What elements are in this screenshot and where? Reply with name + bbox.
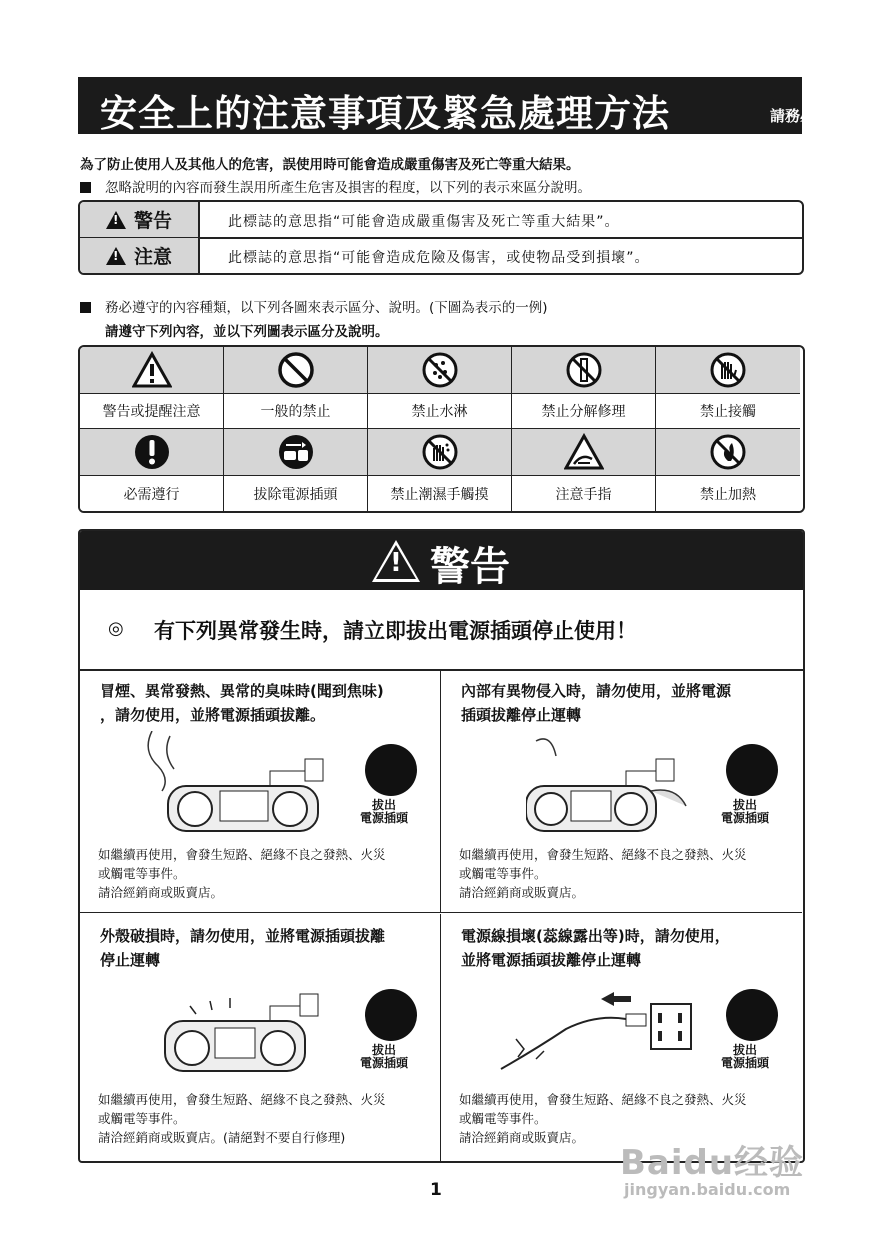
warning-header: [80, 531, 803, 590]
symbol-cell: [80, 347, 224, 394]
symbol-label: 禁止水淋: [368, 394, 512, 429]
unplug-label-line: 電源插頭: [721, 811, 770, 825]
intro-line-2: [80, 176, 591, 196]
definition-row-warning: [80, 202, 802, 239]
case-heading-line: ，請勿使用，並將電源插頭拔離。: [100, 706, 326, 724]
unplug-icon: [726, 989, 778, 1041]
unplug-label: [360, 799, 408, 825]
no-heat-icon: [709, 433, 747, 471]
definition-label-warning: [80, 202, 200, 237]
intro-line-1: 為了防止使用人及其他人的危害，誤使用時可能會造成嚴重傷害及死亡等重大結果。: [80, 157, 580, 173]
warning-case-broken-case: [80, 914, 441, 1161]
intro-line-2-text: 忽略說明的內容而發生誤用所產生危害及損害的程度，以下列的表示來區分說明。: [105, 180, 591, 196]
case-heading: [100, 679, 384, 727]
boombox-foreign-object-illustration: [526, 731, 701, 836]
definition-label-text: 注意: [133, 246, 172, 268]
unplug-icon: [726, 744, 778, 796]
symbol-label: 警告或提醒注意: [80, 394, 224, 429]
boombox-smoke-illustration: [140, 731, 355, 836]
case-body-line: 如繼續再使用，會發生短路、絕緣不良之發熱、火災: [98, 1092, 386, 1107]
unplug-label-line: 電源插頭: [360, 1056, 409, 1070]
case-body-line: 或觸電等事件。: [98, 1111, 186, 1126]
symbol-cell: [656, 347, 800, 394]
bullet-square: [80, 302, 91, 313]
definition-text: 此標誌的意思指“可能會造成嚴重傷害及死亡等重大結果”。: [228, 214, 620, 230]
warning-case-foreign-object: [441, 669, 802, 913]
case-heading: [461, 679, 731, 727]
warning-case-damaged-cord: [441, 914, 802, 1161]
bullet-square: [80, 182, 91, 193]
symbol-cell: [512, 347, 656, 394]
no-water-icon: [421, 351, 459, 389]
case-body-line: 如繼續再使用，會發生短路、絕緣不良之發熱、火災: [459, 847, 747, 862]
mandatory-icon: [133, 433, 171, 471]
symbol-label: 注意手指: [512, 476, 656, 511]
case-heading: [100, 924, 385, 972]
case-heading: [461, 924, 730, 972]
finger-caution-icon: [564, 433, 604, 471]
symbol-label: 拔除電源插頭: [224, 476, 368, 511]
warning-triangle-icon: [132, 351, 172, 389]
unplug-icon: [365, 989, 417, 1041]
unplug-label-line: 電源插頭: [360, 811, 409, 825]
symbol-cell: [224, 429, 368, 476]
case-body-line: 請洽經銷商或販賣店。: [459, 885, 585, 900]
symbol-cell: [224, 347, 368, 394]
unplug-label-line: 拔出: [372, 1043, 397, 1057]
page-number: 1: [430, 1180, 442, 1200]
unplug-label-line: 拔出: [372, 798, 397, 812]
symbol-label: 一般的禁止: [224, 394, 368, 429]
prohibited-icon: [277, 351, 315, 389]
case-body-line: 或觸電等事件。: [459, 1111, 547, 1126]
case-heading-line: 電源線損壞(蕊線露出等)時，請勿使用，: [461, 927, 730, 945]
case-body-line: 或觸電等事件。: [459, 866, 547, 881]
no-disassembly-icon: [565, 351, 603, 389]
unplug-label-line: 拔出: [733, 798, 758, 812]
case-body-line: 請洽經銷商或販賣店。: [459, 1130, 585, 1145]
symbol-cell: [656, 429, 800, 476]
symbols-intro-line-1: [80, 296, 548, 316]
warning-case-smoke: [80, 669, 441, 913]
warning-title: 警告: [430, 544, 510, 590]
warning-triangle-icon: [106, 247, 126, 265]
unplug-label-line: 拔出: [733, 1043, 758, 1057]
watermark-url: jingyan.baidu.com: [624, 1180, 791, 1199]
definitions-table: [78, 200, 804, 275]
symbols-intro-line-2: 請遵守下列內容，並以下列圖表示區分及說明。: [105, 324, 389, 340]
symbols-intro-text: 務必遵守的內容種類，以下列各圖來表示區分、說明。(下圖為表示的一例): [105, 300, 548, 316]
symbol-cell: [368, 347, 512, 394]
watermark-logo: Baidu经验: [620, 1143, 805, 1183]
unplug-label-line: 電源插頭: [721, 1056, 770, 1070]
case-body-line: 如繼續再使用，會發生短路、絕緣不良之發熱、火災: [98, 847, 386, 862]
unplug-label: [721, 799, 769, 825]
page-title: 安全上的注意事項及緊急處理方法: [100, 92, 670, 135]
case-body-line: 如繼續再使用，會發生短路、絕緣不良之發熱、火災: [459, 1092, 747, 1107]
case-heading-line: 停止運轉: [100, 951, 161, 969]
title-bar: [78, 77, 846, 135]
unplug-label: [721, 1044, 769, 1070]
symbols-table: [78, 345, 805, 513]
definition-row-caution: [80, 238, 802, 273]
warning-banner-text: 有下列異常發生時，請立即拔出電源插頭停止使用！: [154, 619, 637, 643]
symbol-label: 禁止分解修理: [512, 394, 656, 429]
definition-label-text: 警告: [133, 210, 172, 232]
warning-banner: [80, 590, 803, 671]
symbol-label: 禁止接觸: [656, 394, 800, 429]
symbol-cell: [368, 429, 512, 476]
case-heading-line: 插頭拔離停止運轉: [461, 706, 582, 724]
case-heading-line: 冒煙、異常發熱、異常的臭味時(聞到焦味): [100, 682, 384, 700]
definition-text: 此標誌的意思指“可能會造成危險及傷害，或使物品受到損壞”。: [228, 250, 650, 266]
symbol-cell: [80, 429, 224, 476]
case-heading-line: 內部有異物侵入時，請勿使用，並將電源: [461, 682, 732, 700]
case-body-line: 請洽經銷商或販賣店。: [98, 885, 224, 900]
symbol-label: 禁止加熱: [656, 476, 800, 511]
double-circle-icon: ◎: [108, 618, 124, 639]
unplug-icon: [277, 433, 315, 471]
case-heading-line: 並將電源插頭拔離停止運轉: [461, 951, 642, 969]
no-wet-hands-icon: [421, 433, 459, 471]
unplug-icon: [365, 744, 417, 796]
no-touch-icon: [709, 351, 747, 389]
page-subtitle: 請務必遵守: [770, 107, 846, 125]
symbol-label: 必需遵行: [80, 476, 224, 511]
definition-label-caution: [80, 238, 200, 273]
damaged-cord-illustration: [496, 989, 696, 1079]
symbol-label: 禁止潮濕手觸摸: [368, 476, 512, 511]
unplug-label: [360, 1044, 408, 1070]
case-body-line: 或觸電等事件。: [98, 866, 186, 881]
symbol-cell: [512, 429, 656, 476]
warning-exclamation: !: [390, 548, 402, 578]
warning-triangle-icon: [106, 211, 126, 229]
case-body-line: 請洽經銷商或販賣店。(請絕對不要自行修理): [98, 1130, 346, 1145]
boombox-broken-illustration: [160, 976, 340, 1081]
case-heading-line: 外殼破損時，請勿使用，並將電源插頭拔離: [100, 927, 386, 945]
warning-section: [78, 529, 805, 1163]
